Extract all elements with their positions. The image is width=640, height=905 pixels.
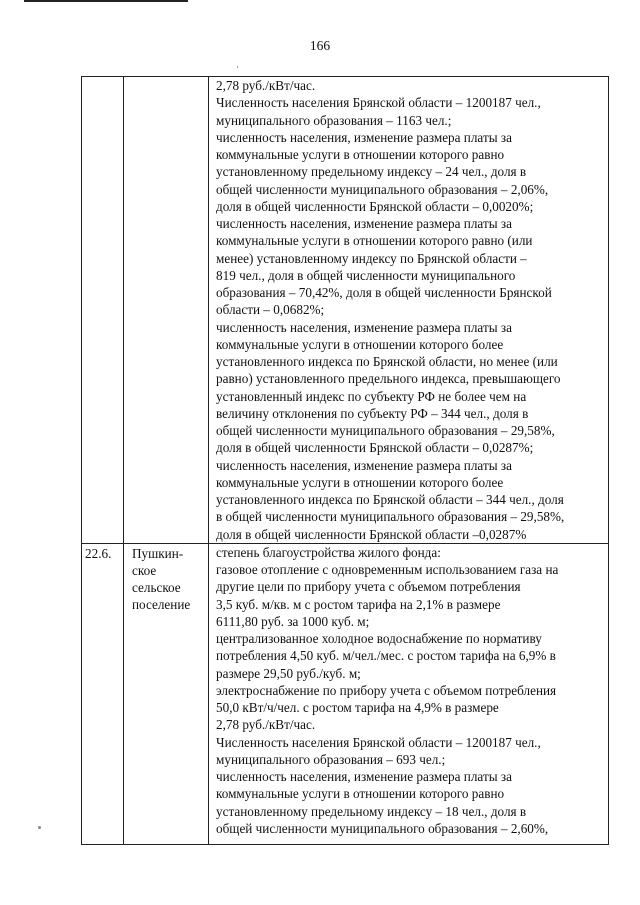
settlement-name-line: ское: [132, 562, 157, 578]
text-line: доля в общей численности Брянской области – 0,0020%;: [216, 198, 534, 214]
text-line: размере 29,50 руб./куб. м;: [216, 665, 361, 681]
text-line: 819 чел., доля в общей численности муниципального: [216, 267, 516, 283]
text-line: численность населения, изменение размера платы за: [216, 319, 512, 335]
text-line: муниципального образования – 1163 чел.;: [216, 112, 452, 128]
text-line: доля в общей численности Брянской области – 0,0287%;: [216, 440, 534, 456]
text-line: централизованное холодное водоснабжение по нормативу: [216, 631, 542, 646]
text-line: 3,5 куб. м/кв. м с ростом тарифа на 2,1% в размере: [216, 596, 501, 612]
text-line: 50,0 кВт/ч/чел. с ростом тарифа на 4,9% в размере: [216, 700, 499, 715]
text-line: численность населения, изменение размера платы за: [216, 129, 512, 145]
text-line: общей численности муниципального образования – 2,60%,: [216, 820, 549, 836]
text-line: численность населения, изменение размера платы за: [216, 769, 512, 784]
row-name-cell: [124, 77, 209, 544]
row-body-cell: [209, 543, 609, 844]
text-line: равно) установленного предельного индекса, превышающего: [216, 371, 561, 387]
settlement-name-line: сельское: [132, 579, 181, 595]
text-line: образования – 70,42%, доля в общей численности Брянской: [216, 285, 552, 300]
text-line: Численность населения Брянской области – 1200187 чел.,: [216, 95, 541, 111]
text-line: общей численности муниципального образования – 29,58%,: [216, 423, 555, 438]
text-line: потребления 4,50 куб. м/чел./мес. с ростом тарифа на 6,9% в: [216, 648, 556, 664]
text-line: коммунальные услуги в отношении которого равно (или: [216, 233, 533, 249]
page-number: 166: [309, 38, 331, 53]
text-line: Численность населения Брянской области – 1200187 чел.,: [216, 734, 541, 750]
text-line: численность населения, изменение размера платы за: [216, 216, 512, 231]
text-line: электроснабжение по прибору учета с объемом потребления: [216, 682, 557, 698]
text-line: численность населения, изменение размера платы за: [216, 457, 512, 473]
row-name-cell: [124, 543, 209, 844]
text-line: в общей численности муниципального образования – 29,58%,: [216, 509, 565, 525]
text-line: 6111,80 руб. за 1000 куб. м;: [216, 613, 370, 629]
row-number-cell: [82, 77, 124, 544]
settlement-name-line: Пушкин-: [132, 545, 184, 561]
text-line: доля в общей численности Брянской области –0,0287%: [216, 526, 527, 542]
table-row: [82, 543, 609, 844]
text-line: другие цели по прибору учета с объемом потребления: [216, 579, 521, 595]
text-line: установленному предельному индексу – 18 чел., доля в: [216, 803, 527, 819]
text-line: общей численности муниципального образования – 2,06%,: [216, 181, 549, 197]
row-body-cell: [209, 77, 609, 544]
text-line: установленному предельному индексу – 24 чел., доля в: [216, 164, 527, 180]
text-line: коммунальные услуги в отношении которого более: [216, 474, 504, 490]
table-row: [82, 77, 609, 544]
text-line: степень благоустройства жилого фонда:: [216, 544, 441, 560]
settlement-name-line: поселение: [132, 596, 191, 612]
margin-mark: [38, 826, 41, 829]
text-line: газовое отопление с одновременным использованием газа на: [216, 562, 559, 577]
text-line: муниципального образования – 693 чел.;: [216, 751, 446, 767]
text-line: области – 0,0682%;: [216, 302, 325, 318]
text-line: коммунальные услуги в отношении которого равно: [216, 786, 505, 802]
text-line: установленного индекса по Брянской области, но менее (или: [216, 354, 558, 369]
tick-mark: ·: [236, 62, 239, 72]
top-rule: [24, 0, 188, 2]
text-line: 2,78 руб./кВт/час.: [216, 717, 316, 733]
text-line: коммунальные услуги в отношении которого более: [216, 336, 504, 352]
document-table: [81, 76, 609, 845]
text-line: величину отклонения по субъекту РФ – 344 чел., доля в: [216, 405, 529, 421]
text-line: менее) установленному индексу по Брянской области –: [216, 250, 527, 266]
row-number-cell: 22.6.: [82, 543, 124, 844]
text-line: 2,78 руб./кВт/час.: [216, 78, 316, 93]
text-line: коммунальные услуги в отношении которого равно: [216, 147, 505, 162]
text-line: установленного индекса по Брянской области – 344 чел., доля: [216, 492, 564, 507]
text-line: установленный индекс по субъекту РФ не более чем на: [216, 388, 527, 404]
